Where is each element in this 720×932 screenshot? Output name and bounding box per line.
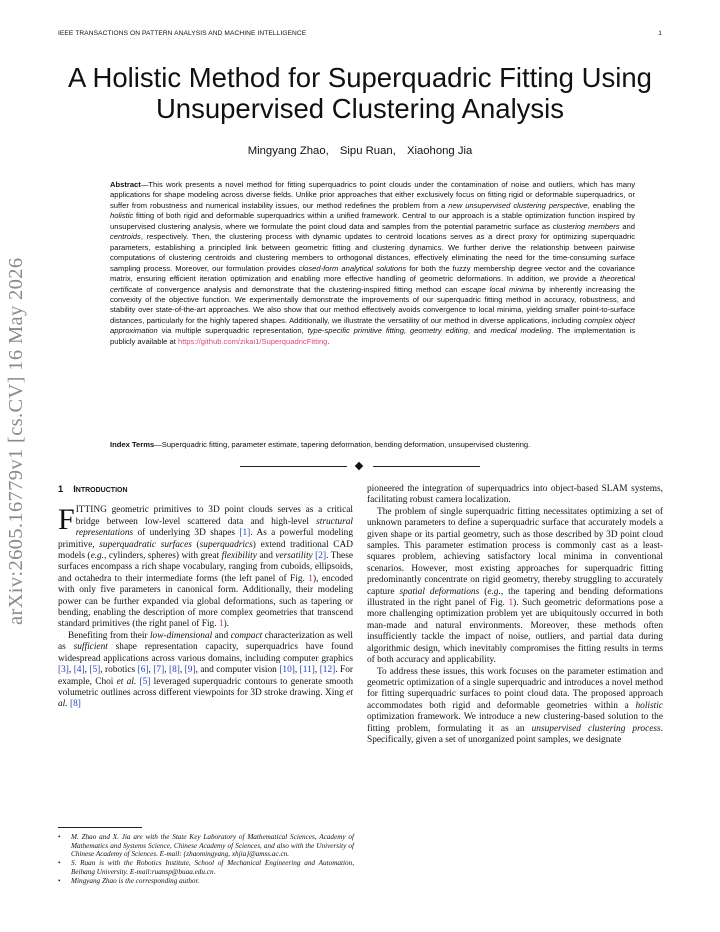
text: To address these issues, this work focuses on the parameter estimation and geometric optimization of a single superquadric and introduces a novel method for fitting superquadric surfaces to point cloud data. The proposed approach accommodates both rigid and deformable geometries within a xyxy=(367,666,663,711)
paragraph xyxy=(367,667,663,747)
text: ( xyxy=(191,539,200,550)
footnote: • S. Ruan is with the Robotics Institute, School of Mechanical Engineering and Automation, Beihang University. E-mail:ruansp@buaa.edu.cn. xyxy=(58,859,354,876)
text: leveraged superquadric contours to generate smooth volumetric outlines across different viewpoints for 3D stroke drawing. Xing xyxy=(58,676,353,698)
emph: superquadrics xyxy=(199,539,253,550)
emph: structural representations xyxy=(75,516,353,539)
section-heading xyxy=(58,484,353,495)
citation-link[interactable]: [11] xyxy=(299,665,315,676)
text: ( xyxy=(479,586,488,597)
index-terms-text: —Superquadric fitting, parameter estimate, tapering deformation, bending deformation, unsupervised clustering. xyxy=(154,440,531,449)
page-number: 1 xyxy=(658,30,662,37)
citation-link[interactable]: [1] xyxy=(239,528,251,539)
abstract-emph: theoretical certificate xyxy=(110,274,635,294)
abstract-text: , enabling the xyxy=(587,200,635,210)
diamond-icon xyxy=(355,461,363,469)
text: , xyxy=(294,665,300,676)
figure-link[interactable]: 1 xyxy=(508,598,514,609)
citation-link[interactable]: [12] xyxy=(319,665,336,676)
abstract-emph: centroids xyxy=(110,232,141,242)
author: Xiaohong Jia xyxy=(406,145,473,157)
emph: superquadratic surfaces xyxy=(99,539,192,550)
emph: holistic xyxy=(635,700,663,711)
arxiv-watermark: arXiv:2605.16779v1 [cs.CV] 16 May 2026 xyxy=(5,257,27,625)
index-terms xyxy=(110,440,635,450)
abstract-emph: closed-form analytical solutions xyxy=(298,263,407,273)
figure-link[interactable]: 1 xyxy=(308,573,313,584)
section-title: Introduction xyxy=(73,484,128,494)
citation-link[interactable]: [4] xyxy=(73,665,85,676)
drop-cap: F xyxy=(58,503,75,537)
emph: et al. xyxy=(58,687,353,710)
paragraph xyxy=(367,507,663,667)
index-terms-label: Index Terms xyxy=(110,440,155,449)
text: Benefiting from their xyxy=(68,630,150,641)
text: , xyxy=(68,665,74,676)
abstract-emph: holistic xyxy=(110,211,134,221)
text: ) extend traditional CAD models ( xyxy=(58,539,353,562)
abstract-text: fitting of both rigid and deformable superquadrics within a unified framework. Central to our approach is a stable optimization function inspired by unsupervised clustering analysis, where we formulate the point cloud data and samples from the potential parametric surface as xyxy=(110,211,635,231)
emph: e.g. xyxy=(487,586,501,597)
text: shape representation capacity, superquadrics have found widespread applications across various domains, including computer graphics xyxy=(58,642,353,664)
text: of underlying 3D shapes xyxy=(133,528,240,539)
text: , robotics xyxy=(100,665,138,676)
abstract-emph: type-specific primitive fitting, geometry editing xyxy=(307,326,468,336)
citation-link[interactable]: [6] xyxy=(137,665,149,676)
emph: e.g. xyxy=(90,551,105,562)
journal-name: IEEE TRANSACTIONS ON PATTERN ANALYSIS AND MACHINE INTELLIGENCE xyxy=(58,30,307,37)
footnotes xyxy=(58,833,354,886)
citation-link[interactable]: [5] xyxy=(89,665,101,676)
divider-line xyxy=(373,466,480,467)
text: and xyxy=(256,551,276,562)
text: , cylinders, spheres) with great xyxy=(104,551,222,562)
text: The problem of single superquadric fitting necessitates optimizing a set of unknown parameters to define a superquadric surface that accurately models a given shape or its partial geometry, such as those described by 3D point cloud samples. This parameter estimation process is commonly cast as a least-squares problem, achieving satisfactory local minima in conventional scenarios. However, most existing approaches for superquadric fitting predominantly concentrate on rigid geometry, thereby struggling to accurately capture xyxy=(367,506,663,597)
citation-link[interactable]: [7] xyxy=(153,665,165,676)
paragraph: pioneered the integration of superquadrics into object-based SLAM systems, facilitating robust camera localization. xyxy=(367,484,663,506)
divider-line xyxy=(240,466,347,467)
figure-link[interactable]: 1 xyxy=(218,619,224,630)
text: . As a powerful modeling primitive, xyxy=(58,528,353,550)
author: Sipu Ruan, xyxy=(339,145,396,157)
paper-title: A Holistic Method for Superquadric Fitting Using Unsupervised Clustering Analysis xyxy=(68,62,652,124)
emph: unsupervised clustering process xyxy=(531,723,661,734)
footnote: • Mingyang Zhao is the corresponding author. xyxy=(58,877,354,886)
abstract-text: by inherently increasing the convexity of the objective function. We experimentally demonstrate the improvements of our superquadric fitting method in accuracy, robustness, and stability over state-of-the-art approaches. We also show that our method effectively avoids convergence to local minima, yielding smaller point-to-surface distances, particularly for the highly tapered shapes. Additionally, we illustrate the versatility of our method in diverse applications, including xyxy=(110,284,636,325)
emph: et al. xyxy=(116,676,137,687)
left-column xyxy=(58,484,353,711)
footnote: • M. Zhao and X. Jia are with the State Key Laboratory of Mathematical Sciences, Academy of Mathematics and Systems Science, Chinese Academy of Sciences, and also with the University of Chinese Academy of Sciences. E-mail: {zhaomingyang, xhjia}@amss.ac.cn. xyxy=(58,833,354,859)
right-column xyxy=(367,484,663,746)
text: . Specifically, given a set of unorganized point samples, we designate xyxy=(367,723,663,745)
author-list xyxy=(40,145,680,157)
text: . For example, Choi xyxy=(58,665,354,687)
citation-link[interactable]: [10] xyxy=(279,665,295,676)
text: optimization framework. We introduce a new clustering-based solution to the fitting problem, formulating it as an xyxy=(367,712,663,734)
section-number: 1 xyxy=(58,484,64,494)
abstract-emph: escape local minima xyxy=(461,284,534,294)
citation-link[interactable]: [9] xyxy=(184,665,196,676)
text: , xyxy=(148,665,154,676)
footnote-rule xyxy=(58,827,142,828)
citation-link[interactable]: [3] xyxy=(58,665,69,676)
abstract-text: , and xyxy=(467,326,491,336)
citation-link[interactable]: [8] xyxy=(168,665,180,676)
text: ITTING geometric primitives to 3D point clouds serves as a critical bridge between low-level scattered data and high-level xyxy=(75,505,353,527)
abstract-emph: new unsupervised clustering perspective xyxy=(448,200,588,210)
author: Mingyang Zhao, xyxy=(247,145,329,157)
abstract-text: . xyxy=(327,336,330,346)
text: , the tapering and bending deformations illustrated in the right panel of Fig. xyxy=(367,586,663,609)
code-repository-link[interactable]: https://github.com/zikai1/SuperquadricFitting xyxy=(177,336,328,346)
citation-link[interactable]: [8] xyxy=(69,699,81,710)
text: , xyxy=(84,665,90,676)
emph: low-dimensional xyxy=(149,630,213,641)
text: ). Such geometric deformations pose a more challenging optimization problem yet are ubiquitously occurred in both man-made and natural environments. Moreover, these methods often insufficiently tackle the impact of noise, outliers, and partial data during algorithmic design, which inevitably compromises the fitting results in terms of both accuracy and applicability. xyxy=(367,598,663,666)
paragraph xyxy=(58,631,353,711)
abstract-emph: complex object approximation xyxy=(110,315,635,336)
text: and xyxy=(212,630,231,641)
text: , and computer vision xyxy=(195,665,280,676)
text: . These surfaces encompass a rich shape vocabulary, ranging from cuboids, ellipsoids, and octahedra to their intermediate forms (the left panel of Fig. xyxy=(58,551,353,584)
abstract-text: and xyxy=(619,221,636,231)
emph: versatility xyxy=(275,551,313,562)
running-head xyxy=(58,30,662,37)
emph: compact xyxy=(230,630,263,641)
text: , xyxy=(179,665,185,676)
abstract-emph: medical modeling xyxy=(490,326,552,336)
abstract-emph: clustering members xyxy=(552,221,620,231)
emph: spatial deformations xyxy=(399,586,480,597)
paragraph xyxy=(58,505,353,630)
citation-link[interactable]: [5] xyxy=(139,676,151,687)
text: ), encoded with only five parameters in canonical form. Additionally, their modeling power can be further expanded via global deformations, such as tapering or bending, enabling the description of more complex geometries that transcend standard primitives (the right panel of Fig. xyxy=(58,573,353,630)
text: , xyxy=(314,665,320,676)
text: , xyxy=(164,665,169,676)
emph: sufficient xyxy=(73,642,108,653)
citation-link[interactable]: [2] xyxy=(315,551,327,562)
text: ). xyxy=(223,619,230,630)
abstract-text: for both the fuzzy membership degree vector and the covariance matrix, ensuring efficient iteration optimization and enabling more effective handling of geometric deformations. In addition, we provide a xyxy=(110,263,635,284)
abstract xyxy=(110,180,635,347)
text: characterization as well as xyxy=(58,630,353,653)
abstract-text: . The implementation is publicly available at xyxy=(110,326,636,346)
abstract-text: , respectively. Then, the clustering process with dynamic updates to centroid locations serves as a direct proxy for optimizing superquadric parameters, establishing a principled link between geometric fitting and clustering dynamics. We further derive the relationship between pairwise computations of clustering centroids and clustering members to orthogonal distances, effectively eliminating the need for the time-consuming surface sampling process. Moreover, our formulation provides xyxy=(110,232,635,273)
emph: flexibility xyxy=(221,551,257,562)
abstract-text: of convergence analysis and demonstrate that the clustering-inspired fitting method can xyxy=(142,284,462,294)
abstract-text: —This work presents a novel method for fitting superquadrics to point clouds under the contamination of noise and outliers, which has many applications for shape modeling across diverse fields. Unlike prior approaches that either exclusively focus on fitting rigid or deformable superquadrics, or suffer from robustness and numerical instability issues, our method redefines the problem from a xyxy=(110,180,635,210)
abstract-text: via multiple superquadric representation, xyxy=(157,326,308,336)
section-divider xyxy=(240,462,480,470)
abstract-label: Abstract xyxy=(110,180,141,189)
